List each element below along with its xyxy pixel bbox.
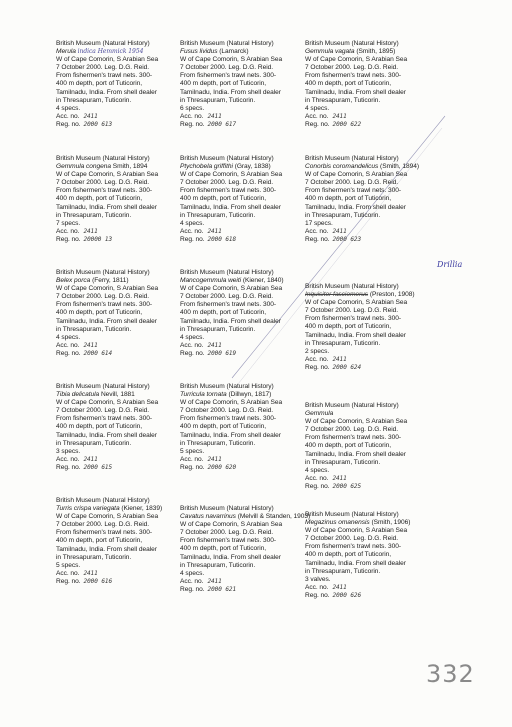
accession-label: Acc. no. [180,577,204,585]
registration-line [180,464,304,472]
accession-number: 2411 [332,583,347,591]
locality-line: From fishermen's trawl nets. 300- [180,301,276,309]
accession-label: Acc. no. [56,227,80,235]
specimen-count: 5 specs. [56,561,81,569]
locality-line: in Thresapuram, Tuticorin. [56,439,132,447]
specimen-count: 3 valves. [305,575,331,583]
locality-line: 7 October 2000. Leg. D.G. Reid. [305,426,399,434]
specimen-label [305,155,429,244]
accession-line [56,228,180,236]
locality-line: W of Cape Comorin, S Arabian Sea [56,399,159,407]
registration-number: 2000 614 [83,349,113,357]
locality-line: W of Cape Comorin, S Arabian Sea [180,171,283,179]
locality-line: 7 October 2000. Leg. D.G. Reid. [56,293,150,301]
locality-line: 400 m depth, port of Tuticorin, [180,309,267,317]
specimen-count: 4 specs. [56,333,81,341]
locality-line: W of Cape Comorin, S Arabian Sea [305,171,408,179]
locality-line: in Thresapuram, Tuticorin. [56,96,132,104]
registration-label: Reg. no. [305,235,330,243]
registration-label: Reg. no. [180,585,205,593]
accession-label: Acc. no. [180,455,204,463]
locality-line: From fishermen's trawl nets. 300- [56,529,152,537]
locality-line: 400 m depth, port of Tuticorin, [305,195,392,203]
accession-number: 2411 [332,355,347,363]
species-line [180,277,304,285]
registration-line [180,121,304,129]
locality-line: in Thresapuram, Tuticorin. [56,211,132,219]
species-line [305,163,429,171]
locality-line: 400 m depth, port of Tuticorin, [56,80,143,88]
accession-line [305,475,429,483]
accession-number: 2411 [83,455,98,463]
species-name: Gemmula [305,410,334,418]
locality-line: in Thresapuram, Tuticorin. [180,96,256,104]
locality-line: W of Cape Comorin, S Arabian Sea [305,56,408,64]
locality-line: 7 October 2000. Leg. D.G. Reid. [305,64,399,72]
registration-label: Reg. no. [56,235,81,243]
species-line [56,505,180,513]
species-author: Smith, 1894 [112,163,148,171]
species-name: Turris crispa variegata [56,505,120,513]
species-name: Tibia delicatula [56,391,100,399]
species-name: Gemmula congena [56,163,111,171]
locality-line: Tamilnadu, India. From shell dealer [180,203,281,211]
specimen-label [56,40,180,129]
accession-number: 2411 [332,112,347,120]
locality-line: 400 m depth, port of Tuticorin, [180,80,267,88]
locality-line: 400 m depth, port of Tuticorin, [56,195,143,203]
locality-line: in Thresapuram, Tuticorin. [180,561,256,569]
species-line [305,291,429,299]
registration-label: Reg. no. [56,349,81,357]
specimen-label [56,269,180,358]
locality-line: in Thresapuram, Tuticorin. [305,567,381,575]
species-line [305,410,429,418]
registration-line [56,464,180,472]
locality-line: From fishermen's trawl nets. 300- [56,72,152,80]
locality-line: 7 October 2000. Leg. D.G. Reid. [56,521,150,529]
species-line [180,48,304,56]
locality-line: 400 m depth, port of Tuticorin, [305,323,392,331]
locality-line: W of Cape Comorin, S Arabian Sea [305,299,408,307]
registration-label: Reg. no. [56,577,81,585]
registration-line [56,236,180,244]
species-author: (Smith, 1906) [371,519,411,527]
locality-line: 400 m depth, port of Tuticorin, [180,545,267,553]
accession-number: 2411 [332,227,347,235]
locality-line: 400 m depth, port of Tuticorin, [56,423,143,431]
specimen-count: 6 specs. [180,104,205,112]
accession-number: 2411 [332,474,347,482]
label-header: British Museum (Natural History) [56,269,150,276]
label-header: British Museum (Natural History) [305,283,399,290]
locality-line: W of Cape Comorin, S Arabian Sea [180,285,283,293]
species-name: Inquisitor fasciomerus [305,291,369,299]
registration-line [180,586,304,594]
locality-line: W of Cape Comorin, S Arabian Sea [56,56,159,64]
registration-number: 2000 619 [207,349,237,357]
label-header: British Museum (Natural History) [305,402,399,409]
locality-line: 7 October 2000. Leg. D.G. Reid. [180,293,274,301]
specimen-label [180,40,304,129]
label-header: British Museum (Natural History) [305,40,399,47]
registration-label: Reg. no. [180,235,205,243]
registration-label: Reg. no. [180,120,205,128]
species-author: (Preston, 1908) [369,291,415,299]
locality-line: in Thresapuram, Tuticorin. [180,211,256,219]
locality-line: From fishermen's trawl nets. 300- [180,187,276,195]
label-header: British Museum (Natural History) [305,155,399,162]
species-line [56,391,180,399]
accession-label: Acc. no. [305,355,329,363]
registration-line [305,364,429,372]
locality-line: From fishermen's trawl nets. 300- [56,301,152,309]
registration-number: 20000 13 [83,235,113,243]
accession-line [180,456,304,464]
registration-label: Reg. no. [305,363,330,371]
species-author: (Melvill & Standen, 1903) [237,513,311,521]
registration-number: 2000 622 [332,120,362,128]
specimen-label [180,383,304,472]
accession-label: Acc. no. [56,569,80,577]
locality-line: W of Cape Comorin, S Arabian Sea [180,399,283,407]
locality-line: 400 m depth, port of Tuticorin, [180,423,267,431]
registration-line [56,578,180,586]
registration-label: Reg. no. [180,349,205,357]
species-author: (Lamarck) [219,48,249,56]
locality-line: Tamilnadu, India. From shell dealer [305,331,406,339]
specimen-count: 4 specs. [180,569,205,577]
registration-line [305,121,429,129]
locality-line: From fishermen's trawl nets. 300- [180,415,276,423]
accession-line [180,578,304,586]
locality-line: From fishermen's trawl nets. 300- [180,537,276,545]
locality-line: Tamilnadu, India. From shell dealer [305,559,406,567]
specimen-count: 2 specs. [305,347,330,355]
accession-number: 2411 [207,112,222,120]
specimen-label [305,511,429,600]
locality-line: in Thresapuram, Tuticorin. [305,458,381,466]
accession-label: Acc. no. [305,583,329,591]
registration-number: 2000 621 [207,585,237,593]
label-header: British Museum (Natural History) [180,155,274,162]
locality-line: 7 October 2000. Leg. D.G. Reid. [305,307,399,315]
species-line [180,163,304,171]
accession-label: Acc. no. [305,112,329,120]
specimen-label [180,155,304,244]
accession-number: 2411 [83,569,98,577]
species-author: (Smith, 1895) [356,48,396,56]
accession-line [180,228,304,236]
specimen-label [56,383,180,472]
registration-line [180,236,304,244]
locality-line: 400 m depth, port of Tuticorin, [305,80,392,88]
specimen-label [305,40,429,129]
locality-line: W of Cape Comorin, S Arabian Sea [305,418,408,426]
locality-line: in Thresapuram, Tuticorin. [56,553,132,561]
locality-line: in Thresapuram, Tuticorin. [180,439,256,447]
registration-line [305,592,429,600]
locality-line: Tamilnadu, India. From shell dealer [56,317,157,325]
label-header: British Museum (Natural History) [56,155,150,162]
locality-line: W of Cape Comorin, S Arabian Sea [56,285,159,293]
species-author: Nevill, 1881 [100,391,135,399]
locality-line: 7 October 2000. Leg. D.G. Reid. [180,407,274,415]
locality-line: 7 October 2000. Leg. D.G. Reid. [180,529,274,537]
locality-line: From fishermen's trawl nets. 300- [305,72,401,80]
species-author: (Smith, 1894) [380,163,419,171]
species-author: (Dillwyn, 1817) [228,391,272,399]
registration-label: Reg. no. [305,120,330,128]
species-line [305,48,429,56]
locality-line: From fishermen's trawl nets. 300- [56,187,152,195]
specimen-count: 4 specs. [180,219,205,227]
registration-label: Reg. no. [180,463,205,471]
specimen-count: 7 specs. [56,219,81,227]
page-number: 332 [426,660,475,688]
accession-line [56,113,180,121]
specimen-label [56,155,180,244]
locality-line: Tamilnadu, India. From shell dealer [180,317,281,325]
locality-line: 7 October 2000. Leg. D.G. Reid. [305,535,399,543]
locality-line: Tamilnadu, India. From shell dealer [180,431,281,439]
species-name: Turricula tornata [180,391,227,399]
locality-line: Tamilnadu, India. From shell dealer [180,553,281,561]
registration-line [56,121,180,129]
locality-line: From fishermen's trawl nets. 300- [180,72,276,80]
registration-label: Reg. no. [305,591,330,599]
species-author: (Gray, 1838) [234,163,271,171]
accession-label: Acc. no. [180,341,204,349]
locality-line: Tamilnadu, India. From shell dealer [305,450,406,458]
registration-number: 2000 624 [332,363,362,371]
locality-line: in Thresapuram, Tuticorin. [305,211,381,219]
accession-line [305,584,429,592]
specimen-count: 4 specs. [305,466,330,474]
registration-number: 2000 616 [83,577,113,585]
specimen-label [305,402,429,491]
locality-line: in Thresapuram, Tuticorin. [305,96,381,104]
locality-line: W of Cape Comorin, S Arabian Sea [305,527,408,535]
specimen-label [56,497,180,586]
registration-line [180,350,304,358]
species-name: Cavatus navarrinus [180,513,236,521]
accession-label: Acc. no. [305,474,329,482]
label-header: British Museum (Natural History) [56,497,150,504]
species-line [180,513,311,521]
locality-line: W of Cape Comorin, S Arabian Sea [56,513,159,521]
accession-line [305,113,429,121]
species-name: Merula [56,48,76,56]
handwritten-annotation: indica Hemmick 1954 [77,48,144,56]
accession-number: 2411 [207,577,222,585]
locality-line: Tamilnadu, India. From shell dealer [56,203,157,211]
species-author: (Kiener, 1840) [242,277,284,285]
accession-number: 2411 [83,112,98,120]
specimen-count: 5 specs. [180,447,205,455]
registration-number: 2000 615 [83,463,113,471]
accession-number: 2411 [207,227,222,235]
accession-line [56,456,180,464]
locality-line: Tamilnadu, India. From shell dealer [180,88,281,96]
locality-line: 400 m depth, port of Tuticorin, [56,309,143,317]
specimen-count: 4 specs. [180,333,205,341]
registration-line [56,350,180,358]
locality-line: 7 October 2000. Leg. D.G. Reid. [180,179,274,187]
accession-label: Acc. no. [56,341,80,349]
species-line [180,391,304,399]
species-line [56,277,180,285]
locality-line: Tamilnadu, India. From shell dealer [56,431,157,439]
locality-line: From fishermen's trawl nets. 300- [305,434,401,442]
accession-label: Acc. no. [180,112,204,120]
specimen-label [305,283,429,372]
locality-line: From fishermen's trawl nets. 300- [305,315,401,323]
locality-line: in Thresapuram, Tuticorin. [305,339,381,347]
accession-number: 2411 [83,341,98,349]
locality-line: W of Cape Comorin, S Arabian Sea [180,521,283,529]
accession-line [305,228,429,236]
locality-line: From fishermen's trawl nets. 300- [305,543,401,551]
species-name: Mancogemmula weiti [180,277,242,285]
locality-line: 7 October 2000. Leg. D.G. Reid. [56,179,150,187]
species-name: Ptychobela griffithi [180,163,233,171]
locality-line: Tamilnadu, India. From shell dealer [56,545,157,553]
specimen-label [180,505,311,594]
registration-number: 2000 623 [332,235,362,243]
locality-line: 400 m depth, port of Tuticorin, [305,442,392,450]
locality-line: Tamilnadu, India. From shell dealer [305,203,406,211]
species-author: (Kiener, 1839) [121,505,163,513]
locality-line: 400 m depth, port of Tuticorin, [180,195,267,203]
species-name: Gemmula vagata [305,48,355,56]
label-header: British Museum (Natural History) [56,40,150,47]
label-header: British Museum (Natural History) [180,40,274,47]
registration-label: Reg. no. [305,482,330,490]
specimen-count: 3 specs. [56,447,81,455]
accession-line [180,342,304,350]
species-name: Belex porca [56,277,91,285]
locality-line: in Thresapuram, Tuticorin. [56,325,132,333]
label-header: British Museum (Natural History) [305,511,399,518]
registration-label: Reg. no. [56,120,81,128]
accession-label: Acc. no. [56,112,80,120]
registration-number: 2000 620 [207,463,237,471]
species-author: (Ferry, 1811) [92,277,129,285]
locality-line: 400 m depth, port of Tuticorin, [56,537,143,545]
locality-line: Tamilnadu, India. From shell dealer [305,88,406,96]
registration-number: 2000 613 [83,120,113,128]
specimen-count: 4 specs. [305,104,330,112]
locality-line: 7 October 2000. Leg. D.G. Reid. [305,179,399,187]
label-header: British Museum (Natural History) [56,383,150,390]
label-header: British Museum (Natural History) [180,383,274,390]
species-line [56,48,180,56]
locality-line: 7 October 2000. Leg. D.G. Reid. [56,64,150,72]
accession-line [180,113,304,121]
locality-line: W of Cape Comorin, S Arabian Sea [180,56,283,64]
registration-number: 2000 625 [332,482,362,490]
accession-number: 2411 [207,341,222,349]
accession-number: 2411 [83,227,98,235]
accession-line [305,356,429,364]
label-header: British Museum (Natural History) [180,505,274,512]
species-name: Fusus lividus [180,48,218,56]
registration-number: 2000 618 [207,235,237,243]
specimen-label [180,269,304,358]
handwritten-side-note: Drillia [437,260,463,269]
species-name: Megazinus omanensis [305,519,370,527]
locality-line: From fishermen's trawl nets. 300- [305,187,401,195]
species-name: Conorbis coromandelicus [305,163,379,171]
accession-label: Acc. no. [56,455,80,463]
locality-line: W of Cape Comorin, S Arabian Sea [56,171,159,179]
accession-label: Acc. no. [180,227,204,235]
locality-line: 400 m depth, port of Tuticorin, [305,551,392,559]
specimen-count: 4 specs. [56,104,81,112]
registration-number: 2000 626 [332,591,362,599]
locality-line: in Thresapuram, Tuticorin. [180,325,256,333]
accession-label: Acc. no. [305,227,329,235]
label-header: British Museum (Natural History) [180,269,274,276]
registration-number: 2000 617 [207,120,237,128]
specimen-count: 17 specs. [305,219,333,227]
registration-line [305,236,429,244]
locality-line: From fishermen's trawl nets. 300- [56,415,152,423]
locality-line: 7 October 2000. Leg. D.G. Reid. [56,407,150,415]
locality-line: 7 October 2000. Leg. D.G. Reid. [180,64,274,72]
accession-line [56,570,180,578]
species-line [56,163,180,171]
registration-line [305,483,429,491]
accession-line [56,342,180,350]
species-line [305,519,429,527]
locality-line: Tamilnadu, India. From shell dealer [56,88,157,96]
registration-label: Reg. no. [56,463,81,471]
accession-number: 2411 [207,455,222,463]
